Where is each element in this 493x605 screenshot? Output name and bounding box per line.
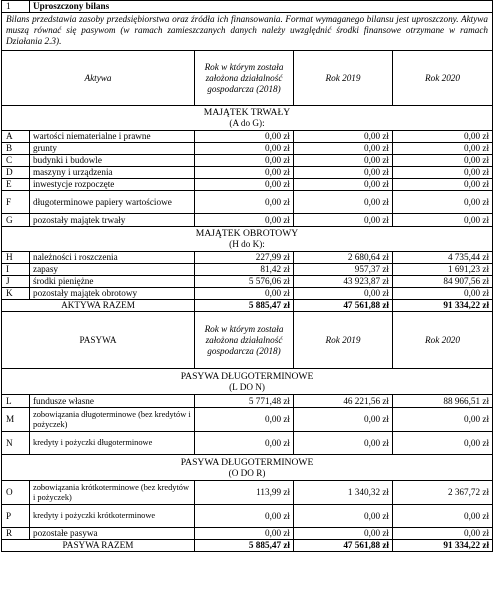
row-label: pozostały majątek trwały	[30, 214, 195, 227]
value-2018: 227,99 zł	[195, 252, 294, 264]
value-2018: 0,00 zł	[195, 528, 294, 540]
value-2018: 0,00 zł	[195, 179, 294, 191]
row-letter: A	[2, 131, 30, 143]
current-assets-title: MAJĄTEK OBROTOWY	[195, 228, 299, 239]
row-label: należności i roszczenia	[30, 252, 195, 264]
row-letter: P	[2, 505, 30, 528]
value-2018: 5 576,06 zł	[195, 276, 294, 288]
current-assets-section-row	[2, 227, 493, 252]
value-2020: 0,00 zł	[393, 191, 493, 214]
liabilities-header-row	[2, 312, 493, 369]
table-row	[2, 288, 493, 300]
assets-total-2019: 47 561,88 zł	[294, 300, 393, 312]
row-letter: N	[2, 432, 30, 455]
table-row	[2, 408, 493, 432]
value-2019: 0,00 zł	[294, 505, 393, 528]
fixed-assets-range: (A do G):	[229, 118, 265, 128]
value-2019: 0,00 zł	[294, 432, 393, 455]
assets-total-2018: 5 885,47 zł	[195, 300, 294, 312]
table-row	[2, 528, 493, 540]
value-2019: 46 221,56 zł	[294, 395, 393, 408]
fixed-assets-section-row	[2, 106, 493, 131]
value-2019: 0,00 zł	[294, 191, 393, 214]
row-label: zobowiązania długoterminowe (bez kredytów i pożyczek)	[30, 408, 195, 432]
row-letter: H	[2, 252, 30, 264]
value-2019: 2 680,64 zł	[294, 252, 393, 264]
table-row	[2, 214, 493, 227]
row-letter: L	[2, 395, 30, 408]
assets-total-row	[2, 300, 493, 312]
year-2020-header: Rok 2020	[393, 51, 493, 106]
row-label: zapasy	[30, 264, 195, 276]
table-row	[2, 252, 493, 264]
value-2019: 0,00 zł	[294, 214, 393, 227]
long-term-section-heading	[2, 369, 493, 395]
intro-row	[2, 13, 493, 51]
value-2020: 0,00 zł	[393, 155, 493, 167]
short-term-section-heading	[2, 455, 493, 481]
row-label: kredyty i pożyczki krótkoterminowe	[30, 505, 195, 528]
value-2018: 0,00 zł	[195, 155, 294, 167]
value-2018: 0,00 zł	[195, 505, 294, 528]
liabilities-total-row	[2, 540, 493, 552]
value-2018: 0,00 zł	[195, 214, 294, 227]
intro-text: Bilans przedstawia zasoby przedsiębiorstwa oraz źródła ich finansowania. Format wymaganego bilansu jest uproszczony. Aktywa muszą równać się pasywom (w ramach zamieszczanych danych należy uwzględnić środki finansowe otrzymane w ramach Działania 2.3).	[2, 13, 493, 51]
table-row	[2, 143, 493, 155]
table-row	[2, 167, 493, 179]
row-letter: O	[2, 481, 30, 505]
long-term-section-row	[2, 369, 493, 395]
long-term-title: PASYWA DŁUGOTERMINOWE	[180, 370, 314, 382]
row-label: fundusze własne	[30, 395, 195, 408]
current-assets-section-heading	[2, 227, 493, 252]
value-2020: 0,00 zł	[393, 408, 493, 432]
fixed-assets-title: MAJĄTEK TRWAŁY	[203, 107, 291, 118]
year-2020-header: Rok 2020	[393, 312, 493, 369]
value-2019: 43 923,87 zł	[294, 276, 393, 288]
assets-total-2020: 91 334,22 zł	[393, 300, 493, 312]
value-2018: 0,00 zł	[195, 131, 294, 143]
row-letter: G	[2, 214, 30, 227]
row-label: wartości niematerialne i prawne	[30, 131, 195, 143]
value-2018: 113,99 zł	[195, 481, 294, 505]
value-2019: 0,00 zł	[294, 408, 393, 432]
table-row	[2, 395, 493, 408]
short-term-title: PASYWA DŁUGOTERMINOWE	[180, 456, 314, 468]
year-founded-header: Rok w którym została założona działalność gospodarcza (2018)	[195, 51, 294, 106]
value-2020: 0,00 zł	[393, 214, 493, 227]
table-row	[2, 481, 493, 505]
year-2019-header: Rok 2019	[294, 312, 393, 369]
short-term-section-row	[2, 455, 493, 481]
row-letter: F	[2, 191, 30, 214]
value-2019: 0,00 zł	[294, 155, 393, 167]
row-letter: R	[2, 528, 30, 540]
value-2020: 0,00 zł	[393, 143, 493, 155]
value-2020: 84 907,56 zł	[393, 276, 493, 288]
table-row	[2, 264, 493, 276]
balance-sheet-table	[1, 0, 493, 552]
short-term-range: (O DO R)	[228, 467, 266, 478]
row-label: maszyny i urządzenia	[30, 167, 195, 179]
value-2019: 0,00 zł	[294, 143, 393, 155]
value-2018: 0,00 zł	[195, 143, 294, 155]
row-letter: I	[2, 264, 30, 276]
value-2020: 1 691,23 zł	[393, 264, 493, 276]
current-assets-range: (H do K):	[229, 239, 265, 249]
value-2020: 4 735,44 zł	[393, 252, 493, 264]
long-term-range: (L DO N)	[229, 381, 265, 392]
value-2020: 0,00 zł	[393, 505, 493, 528]
assets-total-label: AKTYWA RAZEM	[2, 300, 195, 312]
row-letter: K	[2, 288, 30, 300]
value-2018: 0,00 zł	[195, 167, 294, 179]
row-label: zobowiązania krótkoterminowe (bez kredytów i pożyczek)	[30, 481, 195, 505]
value-2020: 0,00 zł	[393, 528, 493, 540]
row-label: inwestycje rozpoczęte	[30, 179, 195, 191]
section-title: Uproszczony bilans	[30, 1, 493, 13]
value-2019: 0,00 zł	[294, 167, 393, 179]
value-2018: 0,00 zł	[195, 191, 294, 214]
value-2019: 1 340,32 zł	[294, 481, 393, 505]
row-letter: J	[2, 276, 30, 288]
table-row	[2, 191, 493, 214]
value-2019: 0,00 zł	[294, 288, 393, 300]
table-row	[2, 155, 493, 167]
value-2020: 0,00 zł	[393, 167, 493, 179]
value-2019: 0,00 zł	[294, 179, 393, 191]
row-label: środki pieniężne	[30, 276, 195, 288]
liabilities-column-header: PASYWA	[2, 312, 195, 369]
liabilities-total-label: PASYWA RAZEM	[2, 540, 195, 552]
liabilities-total-2019: 47 561,88 zł	[294, 540, 393, 552]
row-label: pozostałe pasywa	[30, 528, 195, 540]
value-2020: 0,00 zł	[393, 288, 493, 300]
row-letter: D	[2, 167, 30, 179]
table-row	[2, 179, 493, 191]
assets-column-header: Aktywa	[2, 51, 195, 106]
value-2019: 0,00 zł	[294, 131, 393, 143]
row-letter: M	[2, 408, 30, 432]
value-2018: 0,00 zł	[195, 432, 294, 455]
year-founded-header: Rok w którym została założona działalność gospodarcza (2018)	[195, 312, 294, 369]
year-2019-header: Rok 2019	[294, 51, 393, 106]
row-label: kredyty i pożyczki długoterminowe	[30, 432, 195, 455]
table-row	[2, 432, 493, 455]
liabilities-total-2018: 5 885,47 zł	[195, 540, 294, 552]
value-2018: 0,00 zł	[195, 408, 294, 432]
table-row	[2, 276, 493, 288]
table-row	[2, 505, 493, 528]
row-label: długoterminowe papiery wartościowe	[30, 191, 195, 214]
value-2018: 0,00 zł	[195, 288, 294, 300]
value-2018: 5 771,48 zł	[195, 395, 294, 408]
section-number: 1	[2, 1, 30, 13]
row-label: pozostały majątek obrotowy	[30, 288, 195, 300]
row-letter: C	[2, 155, 30, 167]
section-header-row	[2, 1, 493, 13]
value-2020: 88 966,51 zł	[393, 395, 493, 408]
row-label: grunty	[30, 143, 195, 155]
value-2018: 81,42 zł	[195, 264, 294, 276]
liabilities-total-2020: 91 334,22 zł	[393, 540, 493, 552]
value-2020: 0,00 zł	[393, 131, 493, 143]
row-label: budynki i budowle	[30, 155, 195, 167]
value-2019: 957,37 zł	[294, 264, 393, 276]
value-2019: 0,00 zł	[294, 528, 393, 540]
value-2020: 2 367,72 zł	[393, 481, 493, 505]
fixed-assets-section-heading	[2, 106, 493, 131]
table-row	[2, 131, 493, 143]
value-2020: 0,00 zł	[393, 432, 493, 455]
row-letter: E	[2, 179, 30, 191]
row-letter: B	[2, 143, 30, 155]
value-2020: 0,00 zł	[393, 179, 493, 191]
assets-header-row	[2, 51, 493, 106]
